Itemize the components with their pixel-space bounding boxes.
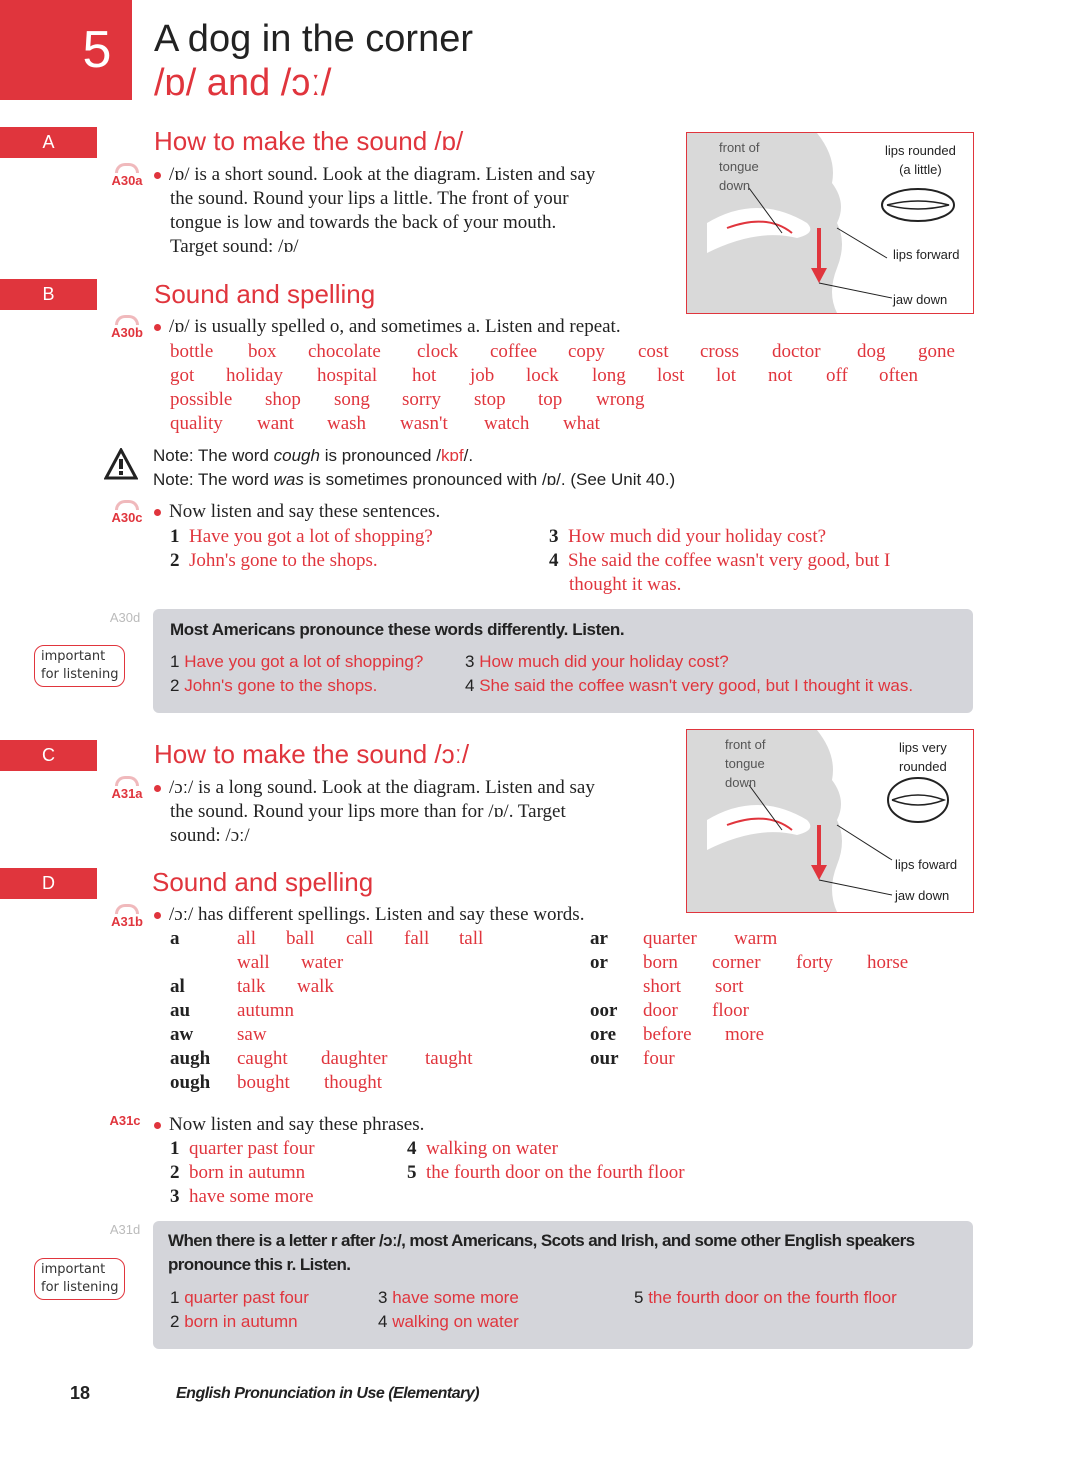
r-item-1: 1 quarter past four: [170, 1288, 309, 1307]
word: long: [592, 365, 626, 386]
spelling: ore: [590, 1024, 617, 1045]
bullet-icon: [154, 172, 161, 179]
section-tab-a[interactable]: A: [0, 127, 97, 158]
word: clock: [417, 341, 459, 362]
sentences-instruction: Now listen and say these sentences.: [154, 500, 440, 524]
section-b-heading: Sound and spelling: [154, 279, 376, 309]
word: wall: [237, 952, 270, 973]
note-was: Note: The word was is sometimes pronounced with /ɒ/. (See Unit 40.): [153, 470, 676, 489]
diagram2-lips-label: lips very rounded: [899, 740, 947, 774]
spelling: a: [170, 928, 180, 949]
word: corner: [712, 952, 761, 973]
spelling: augh: [170, 1048, 211, 1069]
r-box-title-line2: pronounce this r. Listen.: [168, 1255, 351, 1274]
phrases-instruction: Now listen and say these phrases.: [154, 1113, 424, 1137]
r-item-4: 4 walking on water: [378, 1312, 519, 1331]
word: forty: [796, 952, 833, 973]
word: horse: [867, 952, 909, 973]
word: what: [563, 413, 600, 434]
bullet-icon: [154, 509, 161, 516]
warning-icon: [104, 448, 138, 480]
mouth-diagram-short-o: [686, 132, 974, 314]
audio-track-a30d[interactable]: A30d: [109, 610, 141, 625]
diagram2-jaw-label: jaw down: [895, 888, 950, 903]
phrase-3: 3 have some more: [170, 1186, 314, 1207]
word: short: [643, 976, 681, 997]
word: cross: [700, 341, 740, 362]
word: job: [470, 365, 495, 386]
word: floor: [712, 1000, 749, 1021]
section-tab-d[interactable]: D: [0, 868, 97, 899]
word: quarter: [643, 928, 697, 949]
r-item-2: 2 born in autumn: [170, 1312, 298, 1331]
american-box-title: Most Americans pronounce these words differently. Listen.: [170, 620, 625, 639]
word: ball: [286, 928, 315, 949]
spelling: al: [170, 976, 185, 997]
bullet-icon: [154, 1122, 161, 1129]
word: call: [346, 928, 374, 949]
word: saw: [237, 1024, 267, 1045]
section-c-heading: How to make the sound /ɔː/: [154, 739, 470, 769]
spelling: or: [590, 952, 608, 973]
word: got: [170, 365, 195, 386]
mouth-diagram-long-o: [686, 729, 974, 913]
american-item-2: 2 John's gone to the shops.: [170, 676, 378, 695]
word: hot: [412, 365, 437, 386]
diagram1-jaw-label: jaw down: [893, 292, 948, 307]
word: often: [879, 365, 919, 386]
word: autumn: [237, 1000, 294, 1021]
audio-track-a30b[interactable]: A30b: [110, 315, 144, 345]
word: coffee: [490, 341, 538, 362]
sentence-4-continued: thought it was.: [569, 574, 682, 595]
spelling: au: [170, 1000, 191, 1021]
word: copy: [568, 341, 605, 362]
word: tall: [459, 928, 484, 949]
spelling: aw: [170, 1024, 194, 1045]
spelling: ough: [170, 1072, 211, 1093]
word: four: [643, 1048, 675, 1069]
word: fall: [404, 928, 430, 949]
important-for-listening-note: important for listening: [34, 645, 125, 687]
section-a-heading: How to make the sound /ɒ/: [154, 126, 464, 156]
word: song: [334, 389, 370, 410]
word: off: [826, 365, 848, 386]
diagram2-front-label: front of tongue down: [725, 737, 766, 790]
phrase-2: 2 born in autumn: [170, 1162, 306, 1183]
spelling: our: [590, 1048, 619, 1069]
audio-track-a30c[interactable]: A30c: [110, 500, 144, 530]
audio-track-a31b[interactable]: A31b: [110, 904, 144, 934]
audio-track-a31c[interactable]: A31c: [109, 1113, 141, 1128]
word: gone: [918, 341, 955, 362]
spelling: oor: [590, 1000, 618, 1021]
word: dog: [857, 341, 886, 362]
word: holiday: [226, 365, 283, 386]
word: quality: [170, 413, 223, 434]
word: bought: [237, 1072, 290, 1093]
sentence-2: 2 John's gone to the shops.: [170, 550, 378, 571]
section-a-text: /ɒ/ is a short sound. Look at the diagram. Listen and say the sound. Round your lips a little. The front of your tongue is low and towards the back of your mouth. Target sound: /ɒ/: [154, 163, 674, 259]
word: wrong: [596, 389, 645, 410]
r-item-5: 5 the fourth door on the fourth floor: [634, 1288, 897, 1307]
section-tab-b[interactable]: B: [0, 279, 97, 310]
headphones-icon: [115, 163, 139, 173]
word: lost: [657, 365, 685, 386]
word: daughter: [321, 1048, 388, 1069]
word: sort: [715, 976, 744, 997]
phrase-5: 5 the fourth door on the fourth floor: [407, 1162, 685, 1183]
word: before: [643, 1024, 692, 1045]
unit-subtitle: /ɒ/ and /ɔː/: [154, 62, 332, 104]
word: cost: [638, 341, 669, 362]
word: all: [237, 928, 256, 949]
word: shop: [265, 389, 301, 410]
sentence-4: 4 She said the coffee wasn't very good, but I: [549, 550, 891, 571]
book-title: English Pronunciation in Use (Elementary): [176, 1385, 480, 1402]
word: wash: [327, 413, 367, 434]
word: thought: [324, 1072, 383, 1093]
diagram1-front-label: front of tongue down: [719, 140, 760, 193]
r-box-title-line1: When there is a letter r after /ɔː/, most Americans, Scots and Irish, and some other English speakers: [168, 1231, 915, 1250]
word: chocolate: [308, 341, 381, 362]
word: caught: [237, 1048, 288, 1069]
word: water: [301, 952, 344, 973]
word: stop: [474, 389, 506, 410]
unit-title: A dog in the corner: [154, 18, 473, 60]
word: walk: [297, 976, 334, 997]
important-for-listening-note: important for listening: [34, 1258, 125, 1300]
word: more: [725, 1024, 765, 1045]
word: sorry: [402, 389, 442, 410]
audio-track-a30a[interactable]: A30a: [110, 163, 144, 193]
headphones-icon: [115, 315, 139, 325]
word: talk: [237, 976, 266, 997]
word: born: [643, 952, 678, 973]
sentence-3: 3 How much did your holiday cost?: [549, 526, 827, 547]
unit-number: 5: [0, 0, 132, 100]
headphones-icon: [115, 776, 139, 786]
sentence-1: 1 Have you got a lot of shopping?: [170, 526, 433, 547]
page-number: 18: [70, 1383, 91, 1403]
bullet-icon: [154, 785, 161, 792]
audio-track-a31d[interactable]: A31d: [109, 1222, 141, 1237]
section-b-text: /ɒ/ is usually spelled o, and sometimes a. Listen and repeat.: [154, 315, 621, 339]
headphones-icon: [115, 500, 139, 510]
word: box: [248, 341, 277, 362]
word: wasn't: [400, 413, 448, 434]
phrase-1: 1 quarter past four: [170, 1138, 315, 1159]
word: bottle: [170, 341, 214, 362]
word: watch: [484, 413, 530, 434]
diagram1-lips-label: lips rounded (a little): [885, 143, 956, 177]
word: warm: [734, 928, 778, 949]
section-d-heading: Sound and spelling: [152, 867, 374, 897]
word: hospital: [317, 365, 378, 386]
section-c-text: /ɔː/ is a long sound. Look at the diagram. Listen and say the sound. Round your lips more than for /ɒ/. Target sound: /ɔː/: [154, 776, 674, 848]
phrase-4: 4 walking on water: [407, 1138, 558, 1159]
word: taught: [425, 1048, 473, 1069]
audio-track-a31a[interactable]: A31a: [110, 776, 144, 806]
headphones-icon: [115, 904, 139, 914]
word: want: [257, 413, 294, 434]
spelling: ar: [590, 928, 608, 949]
word: not: [768, 365, 793, 386]
word: door: [643, 1000, 678, 1021]
r-item-3: 3 have some more: [378, 1288, 519, 1307]
section-tab-c[interactable]: C: [0, 740, 97, 771]
diagram2-forward-label: lips foward: [895, 857, 958, 872]
word: doctor: [772, 341, 821, 362]
bullet-icon: [154, 324, 161, 331]
section-d-text: /ɔː/ has different spellings. Listen and say these words.: [154, 903, 584, 927]
american-item-4: 4 She said the coffee wasn't very good, but I thought it was.: [465, 676, 914, 695]
american-item-1: 1 Have you got a lot of shopping?: [170, 652, 424, 671]
note-cough: Note: The word cough is pronounced /kɒf/.: [153, 446, 474, 465]
bullet-icon: [154, 912, 161, 919]
word: possible: [170, 389, 233, 410]
word: lot: [716, 365, 737, 386]
american-item-3: 3 How much did your holiday cost?: [465, 652, 729, 671]
diagram1-forward-label: lips forward: [893, 247, 960, 262]
word: lock: [526, 365, 559, 386]
word: top: [538, 389, 563, 410]
